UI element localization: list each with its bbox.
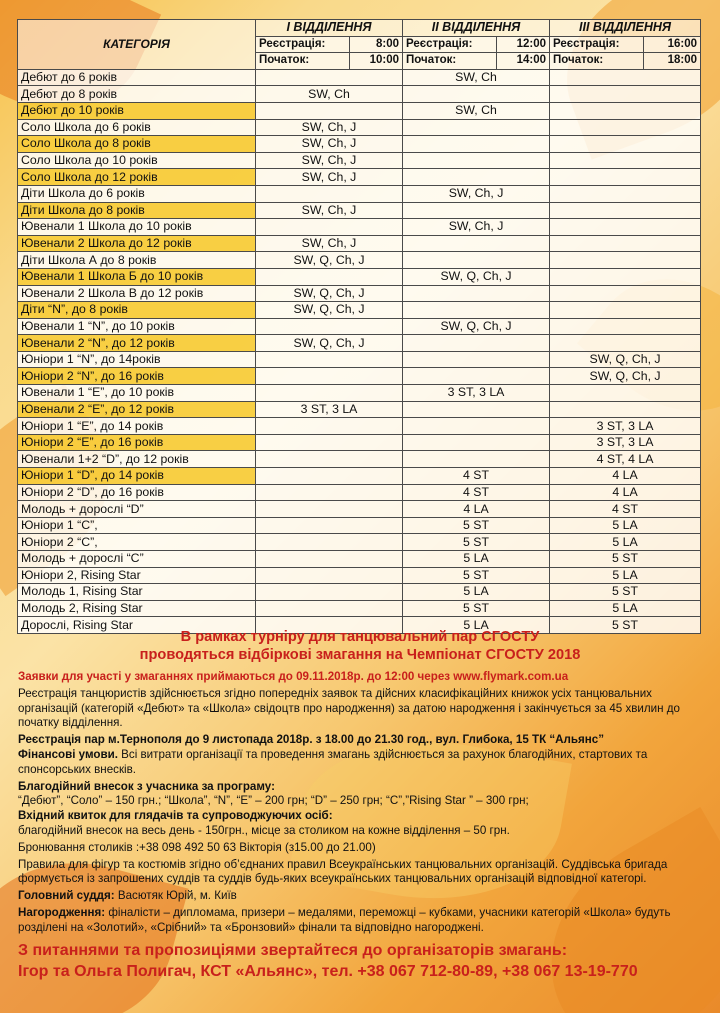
division-1-cell <box>256 584 403 601</box>
category-cell: Дебют до 10 років <box>18 102 256 119</box>
table-row <box>18 584 701 601</box>
division-3-cell: 4 ST <box>550 501 701 518</box>
table-row <box>18 567 701 584</box>
category-cell: Дебют до 6 років <box>18 69 256 86</box>
division-1-cell: SW, Q, Ch, J <box>256 285 403 302</box>
division-2-cell: 5 LA <box>403 584 550 601</box>
division-1-cell <box>256 185 403 202</box>
headline-2: проводяться відбіркові змагання на Чемпіонат СГОСТУ 2018 <box>139 647 581 663</box>
table-row <box>18 385 701 402</box>
division-3-cell <box>550 268 701 285</box>
division-3-cell: 4 LA <box>550 468 701 485</box>
category-cell: Ювенали 1 Школа до 10 років <box>18 219 256 236</box>
category-cell: Дорослі, Rising Star <box>18 617 256 634</box>
division-3-cell <box>550 318 701 335</box>
category-cell: Юніори 2, Rising Star <box>18 567 256 584</box>
division-3-cell: 5 LA <box>550 600 701 617</box>
finance-paragraph <box>18 748 702 778</box>
fee-label: Благодійний внесок з учасника за програму: <box>18 779 275 793</box>
category-cell: Молодь + дорослі “D” <box>18 501 256 518</box>
category-cell: Діти Школа А до 8 років <box>18 252 256 269</box>
table-row <box>18 551 701 568</box>
division-1-cell <box>256 484 403 501</box>
fee-text: “Дебют”, “Соло” – 150 грн.; “Школа”, “N”, “E” – 200 грн; “D” – 250 грн; “C”,”Rising Star ” – 300 грн; <box>18 794 529 808</box>
division-3-cell <box>550 136 701 153</box>
division-2-cell: 5 ST <box>403 517 550 534</box>
division-3-cell <box>550 219 701 236</box>
division-2-cell <box>403 169 550 186</box>
division-2-cell: 4 ST <box>403 484 550 501</box>
table-row <box>18 202 701 219</box>
awards-label: Нагородження: <box>18 905 106 919</box>
division-1-cell <box>256 351 403 368</box>
category-cell: Діти Школа до 8 років <box>18 202 256 219</box>
division-2-cell: 4 LA <box>403 501 550 518</box>
booking-text: Бронювання столиків :+38 098 492 50 63 Вікторія (з15.00 до 21.00) <box>18 840 376 854</box>
division-3-start-label: Початок: <box>550 53 644 70</box>
ternopil-registration: Реєстрація пар м.Тернополя до 9 листопада 2018р. з 18.00 до 21.30 год., вул. Глибока, 15 ТК “Альянс” <box>18 733 605 747</box>
division-2-cell <box>403 418 550 435</box>
category-cell: Юніори 2 “N”, до 16 років <box>18 368 256 385</box>
table-row <box>18 468 701 485</box>
division-2-cell <box>403 152 550 169</box>
division-2-cell <box>403 434 550 451</box>
category-cell: Юніори 1 “С”, <box>18 517 256 534</box>
division-1-cell: SW, Q, Ch, J <box>256 252 403 269</box>
division-3-cell: 5 ST <box>550 584 701 601</box>
table-row <box>18 219 701 236</box>
category-cell: Юніори 2 “Е”, до 16 років <box>18 434 256 451</box>
table-row <box>18 235 701 252</box>
division-1-cell <box>256 517 403 534</box>
division-1-cell <box>256 318 403 335</box>
division-2-cell: 3 ST, 3 LA <box>403 385 550 402</box>
table-row <box>18 484 701 501</box>
division-1-cell: 3 ST, 3 LA <box>256 401 403 418</box>
division-3-reg-time: 16:00 <box>644 36 701 53</box>
table-row <box>18 451 701 468</box>
division-3-reg-label: Реєстрація: <box>550 36 644 53</box>
division-3-cell <box>550 335 701 352</box>
division-3-cell <box>550 69 701 86</box>
division-3-cell: SW, Q, Ch, J <box>550 368 701 385</box>
division-1-cell <box>256 385 403 402</box>
division-1-cell: SW, Ch, J <box>256 152 403 169</box>
division-3-cell <box>550 202 701 219</box>
division-1-cell: SW, Ch, J <box>256 136 403 153</box>
division-1-start-label: Початок: <box>256 53 350 70</box>
division-1-cell <box>256 567 403 584</box>
category-cell: Юніори 1 “Е”, до 14 років <box>18 418 256 435</box>
category-cell: Ювенали 2 Школа В до 12 років <box>18 285 256 302</box>
division-3-cell <box>550 235 701 252</box>
division-1-cell: SW, Ch, J <box>256 202 403 219</box>
table-row <box>18 119 701 136</box>
division-3-cell: 5 ST <box>550 551 701 568</box>
table-row <box>18 152 701 169</box>
division-2-cell: SW, Ch <box>403 69 550 86</box>
category-cell: Соло Школа до 8 років <box>18 136 256 153</box>
division-3-cell: 5 LA <box>550 534 701 551</box>
awards-text: фіналісти – дипломама, призери – медалями, переможці – кубками, учасники категорій «Школа» будуть розділені на «Золотий», «Срібний» та «Бронзовий» фінали та відповідно нагороджені. <box>18 905 671 934</box>
applications-note: Заявки для участі у змаганнях приймаються до 09.11.2018р. до 12:00 через www.flymark.com.ua <box>18 670 569 683</box>
division-2-cell <box>403 285 550 302</box>
division-1-cell <box>256 468 403 485</box>
division-1-cell: SW, Q, Ch, J <box>256 302 403 319</box>
table-row <box>18 285 701 302</box>
contact-line-1: З питаннями та пропозиціями звертайтеся до організаторів змагань: <box>18 941 568 959</box>
category-cell: Соло Школа до 6 років <box>18 119 256 136</box>
schedule-table <box>17 19 701 634</box>
table-row <box>18 185 701 202</box>
division-2-reg-label: Реєстрація: <box>403 36 497 53</box>
division-3-cell <box>550 152 701 169</box>
table-row <box>18 268 701 285</box>
division-3-cell <box>550 302 701 319</box>
registration-text: Реєстрація танцюристів здійснюється згідно попередніх заявок та дійсних класифікаційних книжок усіх танцювальних організацій (категорій «Дебют» та «Школа» свідоцтв про народження) за датою народження і закінчується за 45 хвилин до початку відділення. <box>18 686 680 730</box>
division-2-cell: SW, Q, Ch, J <box>403 318 550 335</box>
category-cell: Ювенали 1+2 “D”, до 12 років <box>18 451 256 468</box>
category-cell: Дебют до 8 років <box>18 86 256 103</box>
table-row <box>18 318 701 335</box>
category-cell: Молодь 2, Rising Star <box>18 600 256 617</box>
ticket-text: благодійний внесок на весь день - 150грн., місце за столиком на кожне відділення – 50 грн. <box>18 823 510 837</box>
category-cell: Молодь + дорослі “С” <box>18 551 256 568</box>
division-3-cell <box>550 119 701 136</box>
division-3-cell: 4 ST, 4 LA <box>550 451 701 468</box>
category-cell: Юніори 1 “N”, до 14років <box>18 351 256 368</box>
division-1-start-time: 10:00 <box>350 53 403 70</box>
division-1-cell <box>256 434 403 451</box>
table-row <box>18 86 701 103</box>
finance-label: Фінансові умови. <box>18 747 118 761</box>
division-2-cell: 5 LA <box>403 617 550 634</box>
category-cell: Ювенали 1 “N”, до 10 років <box>18 318 256 335</box>
category-cell: Діти Школа до 6 років <box>18 185 256 202</box>
division-2-cell <box>403 451 550 468</box>
division-2-cell <box>403 252 550 269</box>
table-row <box>18 69 701 86</box>
table-row <box>18 600 701 617</box>
category-cell: Юніори 2 “D”, до 16 років <box>18 484 256 501</box>
division-2-cell: SW, Ch, J <box>403 185 550 202</box>
table-row <box>18 351 701 368</box>
division-2-cell <box>403 351 550 368</box>
division-1-cell: SW, Ch, J <box>256 169 403 186</box>
division-2-cell <box>403 302 550 319</box>
division-2-cell <box>403 86 550 103</box>
division-2-start-time: 14:00 <box>497 53 550 70</box>
category-cell: Соло Школа до 10 років <box>18 152 256 169</box>
contact-line-2: Ігор та Ольга Полигач, КСТ «Альянс», тел. +38 067 712-80-89, +38 067 13-19-770 <box>18 962 638 980</box>
table-row <box>18 434 701 451</box>
division-2-cell <box>403 335 550 352</box>
division-2-reg-time: 12:00 <box>497 36 550 53</box>
category-header: КАТЕГОРІЯ <box>18 20 256 70</box>
division-3-cell <box>550 385 701 402</box>
division-2-cell <box>403 401 550 418</box>
table-row <box>18 368 701 385</box>
division-2-cell: 4 ST <box>403 468 550 485</box>
headline-1: В рамках турніру для танцювальний пар СГОСТУ <box>180 629 540 645</box>
division-1-cell <box>256 451 403 468</box>
division-2-cell <box>403 235 550 252</box>
division-3-cell <box>550 86 701 103</box>
division-2-cell <box>403 368 550 385</box>
division-3-cell <box>550 102 701 119</box>
category-cell: Діти “N”, до 8 років <box>18 302 256 319</box>
category-cell: Ювенали 1 Школа Б до 10 років <box>18 268 256 285</box>
finance-text: Всі витрати організації та проведення змагань здійснюється за рахунок благодійних, стартових та спонсорських внесків. <box>18 747 648 776</box>
category-cell: Ювенали 2 Школа до 12 років <box>18 235 256 252</box>
division-1-cell: SW, Ch <box>256 86 403 103</box>
table-row <box>18 534 701 551</box>
division-1-cell <box>256 69 403 86</box>
division-3-cell: 3 ST, 3 LA <box>550 434 701 451</box>
table-row <box>18 136 701 153</box>
table-row <box>18 401 701 418</box>
division-2-start-label: Початок: <box>403 53 497 70</box>
division-1-cell <box>256 102 403 119</box>
division-1-cell <box>256 600 403 617</box>
division-1-cell: SW, Ch, J <box>256 119 403 136</box>
category-cell: Соло Школа до 12 років <box>18 169 256 186</box>
table-row <box>18 102 701 119</box>
division-3-start-time: 18:00 <box>644 53 701 70</box>
division-2-cell: 5 ST <box>403 534 550 551</box>
division-3-cell: 3 ST, 3 LA <box>550 418 701 435</box>
division-1-cell <box>256 418 403 435</box>
ticket-label: Вхідний квиток для глядачів та супроводжуючих осіб: <box>18 809 333 823</box>
division-2-cell: SW, Ch, J <box>403 219 550 236</box>
division-2-cell <box>403 136 550 153</box>
division-3-cell: SW, Q, Ch, J <box>550 351 701 368</box>
table-row <box>18 302 701 319</box>
division-1-cell <box>256 219 403 236</box>
division-2-cell: 5 ST <box>403 600 550 617</box>
category-cell: Юніори 2 “С”, <box>18 534 256 551</box>
category-cell: Юніори 1 “D”, до 14 років <box>18 468 256 485</box>
division-2-cell <box>403 119 550 136</box>
category-cell: Ювенали 1 “Е”, до 10 років <box>18 385 256 402</box>
table-row <box>18 335 701 352</box>
category-cell: Молодь 1, Rising Star <box>18 584 256 601</box>
division-3-cell <box>550 185 701 202</box>
table-row <box>18 418 701 435</box>
division-3-cell: 4 LA <box>550 484 701 501</box>
division-3-cell <box>550 252 701 269</box>
division-3-cell <box>550 285 701 302</box>
table-row <box>18 169 701 186</box>
division-3-cell <box>550 169 701 186</box>
division-1-cell <box>256 368 403 385</box>
division-1-cell <box>256 501 403 518</box>
judge-paragraph <box>18 889 702 904</box>
division-1-cell <box>256 551 403 568</box>
table-row <box>18 501 701 518</box>
division-3-cell: 5 LA <box>550 517 701 534</box>
rules-text: Правила для фігур та костюмів згідно об’єднаних правил Всеукраїнських танцювальних організацій. Суддівська бригада формується із запрошених суддів та суддів будь-яких всеукраїнських танцювальних організацій відповідної категорі. <box>18 857 668 886</box>
division-1-cell: SW, Q, Ch, J <box>256 335 403 352</box>
division-3-cell: 5 LA <box>550 567 701 584</box>
division-1-cell <box>256 268 403 285</box>
judge-text: Васютяк Юрій, м. Київ <box>114 889 237 903</box>
table-row <box>18 517 701 534</box>
division-2-cell: SW, Q, Ch, J <box>403 268 550 285</box>
division-1-reg-label: Реєстрація: <box>256 36 350 53</box>
awards-paragraph <box>18 906 702 936</box>
division-1-cell: SW, Ch, J <box>256 235 403 252</box>
division-3-cell: 5 ST <box>550 617 701 634</box>
division-3-title: III ВІДДІЛЕННЯ <box>550 20 701 37</box>
judge-label: Головний суддя: <box>18 889 115 903</box>
division-2-title: II ВІДДІЛЕННЯ <box>403 20 550 37</box>
division-1-cell <box>256 534 403 551</box>
division-2-cell: 5 ST <box>403 567 550 584</box>
division-2-cell: 5 LA <box>403 551 550 568</box>
notes-section <box>18 628 702 982</box>
division-1-title: I ВІДДІЛЕННЯ <box>256 20 403 37</box>
category-cell: Ювенали 2 “N”, до 12 років <box>18 335 256 352</box>
division-2-cell <box>403 202 550 219</box>
division-3-cell <box>550 401 701 418</box>
division-1-reg-time: 8:00 <box>350 36 403 53</box>
table-row <box>18 252 701 269</box>
category-cell: Ювенали 2 “Е”, до 12 років <box>18 401 256 418</box>
schedule-rows <box>18 69 701 633</box>
division-2-cell: SW, Ch <box>403 102 550 119</box>
